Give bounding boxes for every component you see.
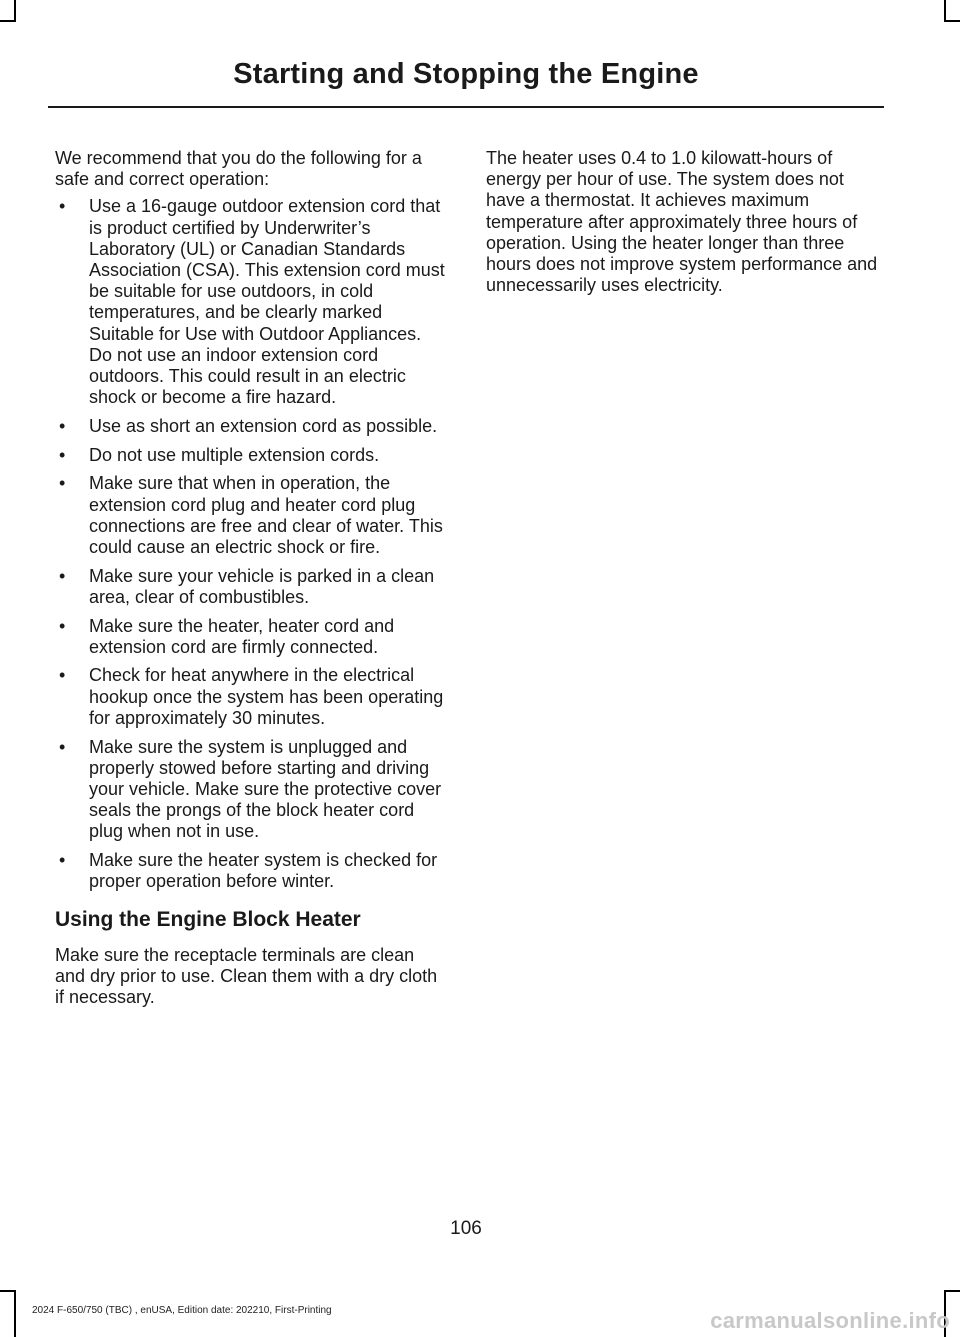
list-item (55, 196, 447, 408)
bullet-icon: • (59, 615, 66, 636)
list-item-text: Use as short an extension cord as possible. (89, 415, 438, 436)
bullet-icon: • (59, 196, 66, 217)
crop-mark-top-left-vertical (14, 0, 16, 22)
bullet-icon: • (59, 444, 66, 465)
bullet-icon: • (59, 415, 66, 436)
crop-mark-bottom-left-horizontal (0, 1290, 16, 1292)
page-title: Starting and Stopping the Engine (233, 58, 699, 90)
crop-mark-top-right-horizontal (944, 20, 960, 22)
list-item (55, 416, 447, 437)
intro-paragraph: We recommend that you do the following for a safe and correct operation: (55, 148, 422, 190)
watermark-logo: carmanualsonline.info (710, 1308, 950, 1333)
recommendation-list (55, 196, 447, 892)
list-item-text: Make sure the heater, heater cord and extension cord are firmly connected. (89, 615, 395, 657)
crop-mark-top-left-horizontal (0, 20, 16, 22)
list-item-text: Check for heat anywhere in the electrical hookup once the system has been operating for approximately 30 minutes. (89, 665, 444, 728)
list-item-text: Make sure the heater system is checked for proper operation before winter. (89, 850, 438, 892)
crop-mark-bottom-left-vertical (14, 1290, 16, 1337)
list-item (55, 473, 447, 558)
list-item (55, 850, 447, 892)
list-item (55, 616, 447, 658)
bullet-icon: • (59, 665, 66, 686)
right-column (486, 148, 880, 296)
list-item-text: Do not use multiple extension cords. (89, 444, 380, 465)
list-item-text: Use a 16-gauge outdoor extension cord that is product certified by Underwriter’s Laboratory (UL) or Canadian Standards Association (CSA). This extension cord must be suitable for use outdoors, in cold temperatures, and be clearly marked Suitable for Use with Outdoor Appliances. Do not use an indoor extension cord outdoors. This could result in an electric shock or become a fire hazard. (89, 196, 445, 408)
title-divider (48, 106, 884, 108)
list-item (55, 445, 447, 466)
crop-mark-top-right-vertical (944, 0, 946, 22)
bullet-icon: • (59, 850, 66, 871)
list-item-text: Make sure that when in operation, the extension cord plug and heater cord plug connections are free and clear of water. This could cause an electric shock or fire. (89, 473, 443, 557)
list-item (55, 737, 447, 843)
section-paragraph: Make sure the receptacle terminals are clean and dry prior to use. Clean them with a dry cloth if necessary. (55, 944, 438, 1007)
heater-usage-paragraph: The heater uses 0.4 to 1.0 kilowatt-hours of energy per hour of use. The system does not have a thermostat. It achieves maximum temperature after approximately three hours of operation. Using the heater longer than three hours does not improve system performance and unnecessarily uses electricity. (486, 148, 878, 296)
section-heading: Using the Engine Block Heater (55, 907, 361, 931)
list-item (55, 665, 447, 729)
bullet-icon: • (59, 736, 66, 757)
bullet-icon: • (59, 473, 66, 494)
bullet-icon: • (59, 565, 66, 586)
list-item-text: Make sure the system is unplugged and properly stowed before starting and driving your vehicle. Make sure the protective cover seals the prongs of the block heater cord plug when not in use. (89, 736, 442, 842)
list-item (55, 566, 447, 608)
page-number: 106 (450, 1218, 482, 1239)
left-column (55, 148, 447, 1008)
crop-mark-bottom-right-horizontal (944, 1290, 960, 1292)
list-item-text: Make sure your vehicle is parked in a clean area, clear of combustibles. (89, 565, 435, 607)
edition-footer: 2024 F-650/750 (TBC) , enUSA, Edition date: 202210, First-Printing (32, 1305, 332, 1316)
